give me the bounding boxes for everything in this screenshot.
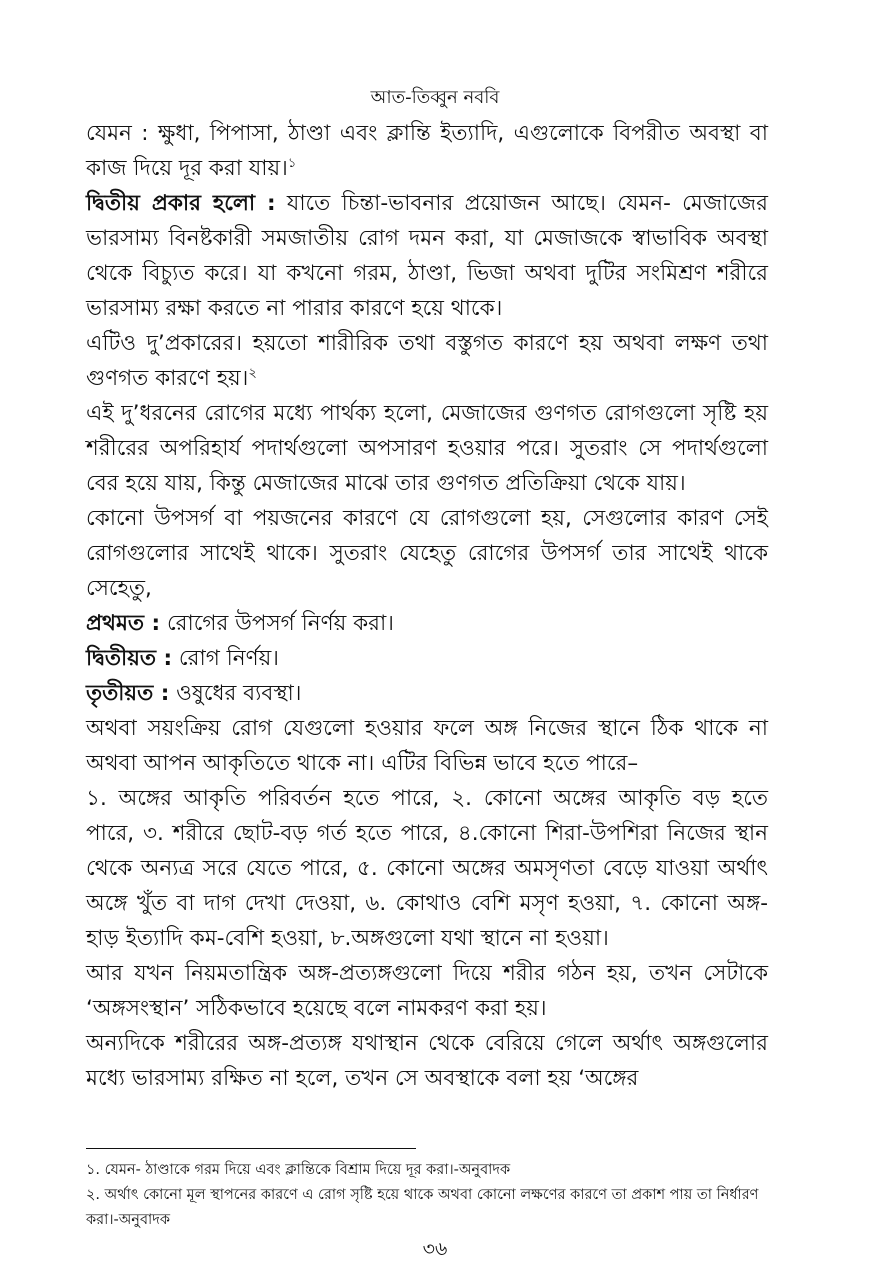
- paragraph-text: রোগের উপসর্গ নির্ণয় করা।: [160, 611, 394, 636]
- paragraph-text: ১. অঙ্গের আকৃতি পরিবর্তন হতে পারে, ২. কোনো অঙ্গের আকৃতি বড় হতে পারে, ৩. শরীরে ছোট-বড় গর্ত হতে পারে, ৪.কোনো শিরা-উপশিরা নিজের স্থান থেকে অন্যত্র সরে যেতে পারে, ৫. কোনো অঙ্গের অমসৃণতা বেড়ে যাওয়া অর্থাৎ অঙ্গে খুঁত বা দাগ দেখা দেওয়া, ৬. কোথাও বেশি মসৃণ হওয়া, ৭. কোনো অঙ্গ-হাড় ইত্যাদি কম-বেশি হওয়া, ৮.অঙ্গগুলো যথা স্থানে না হওয়া।: [86, 786, 768, 951]
- paragraph: [86, 956, 768, 1026]
- paragraph-text: এটিও দু’প্রকারের। হয়তো শারীরিক তথা বস্তুগত কারণে হয় অথবা লক্ষণ তথা গুণগত কারণে হয়।: [86, 331, 768, 391]
- paragraph-text: অথবা সয়ংক্রিয় রোগ যেগুলো হওয়ার ফলে অঙ্গ নিজের স্থানে ঠিক থাকে না অথবা আপন আকৃতিতে থাকে না। এটির বিভিন্ন ভাবে হতে পারে–: [86, 716, 768, 776]
- paragraph: [86, 1026, 768, 1096]
- footnote: ২. অর্থাৎ কোনো মূল স্থাপনের কারণে এ রোগ সৃষ্টি হয়ে থাকে অথবা কোনো লক্ষণের কারণে তা প্রকাশ পায় তা নির্ধারণ করা।-অনুবাদক: [86, 1187, 759, 1228]
- paragraph-text: অন্যদিকে শরীরের অঙ্গ-প্রত্যঙ্গ যথাস্থান থেকে বেরিয়ে গেলে অর্থাৎ অঙ্গগুলোর মধ্যে ভারসাম্য রক্ষিত না হলে, তখন সে অবস্থাকে বলা হয় ‘অঙ্গের: [86, 1031, 768, 1091]
- paragraph-text: যাতে চিন্তা-ভাবনার প্রয়োজন আছে। যেমন- মেজাজের ভারসাম্য বিনষ্টকারী সমজাতীয় রোগ দমন করা, যা মেজাজকে স্বাভাবিক অবস্থা থেকে বিচ্যুত করে। যা কখনো গরম, ঠাণ্ডা, ভিজা অথবা দুটির সংমিশ্রণ শরীরে ভারসাম্য রক্ষা করতে না পারার কারণে হয়ে থাকে।: [86, 191, 768, 321]
- page-number: ৩৬: [422, 1238, 448, 1260]
- paragraph: [86, 781, 768, 956]
- paragraph: [86, 116, 768, 186]
- paragraph: [86, 641, 768, 676]
- running-header: আত-তিব্বুন নববি: [370, 87, 500, 108]
- paragraph: [86, 501, 768, 606]
- footnote-marker: ২: [248, 365, 257, 381]
- paragraph-text: আর যখন নিয়মতান্ত্রিক অঙ্গ-প্রত্যঙ্গগুলো দিয়ে শরীর গঠন হয়, তখন সেটাকে ‘অঙ্গসংস্থান’ সঠিকভাবে হয়েছে বলে নামকরণ করা হয়।: [86, 961, 768, 1021]
- paragraph-lead: তৃতীয়ত :: [86, 681, 170, 706]
- paragraph-text: যেমন : ক্ষুধা, পিপাসা, ঠাণ্ডা এবং ক্লান্তি ইত্যাদি, এগুলোকে বিপরীত অবস্থা বা কাজ দিয়ে দূর করা যায়।: [86, 121, 768, 181]
- paragraph-text: কোনো উপসর্গ বা পয়জনের কারণে যে রোগগুলো হয়, সেগুলোর কারণ সেই রোগগুলোর সাথেই থাকে। সুতরাং যেহেতু রোগের উপসর্গ তার সাথেই থাকে সেহেতু,: [86, 506, 768, 601]
- paragraph-lead: প্রথমত :: [86, 611, 161, 636]
- paragraph: [86, 186, 768, 326]
- footnote-marker: ১: [287, 155, 297, 171]
- paragraph-text: ওষুধের ব্যবস্থা।: [169, 681, 302, 706]
- paragraph: [86, 711, 768, 781]
- paragraph-text: এই দু’ধরনের রোগের মধ্যে পার্থক্য হলো, মেজাজের গুণগত রোগগুলো সৃষ্টি হয় শরীরের অপরিহার্য পদার্থগুলো অপসারণ হওয়ার পরে। সুতরাং সে পদার্থগুলো বের হয়ে যায়, কিন্তু মেজাজের মাঝে তার গুণগত প্রতিক্রিয়া থেকে যায়।: [86, 401, 768, 496]
- footnote-divider: [86, 1148, 416, 1149]
- paragraph: [86, 606, 768, 641]
- paragraph-lead: দ্বিতীয় প্রকার হলো :: [86, 191, 276, 216]
- paragraph-lead: দ্বিতীয়ত :: [86, 646, 173, 671]
- footnote: ১. যেমন- ঠাণ্ডাকে গরম দিয়ে এবং ক্লান্তিকে বিশ্রাম দিয়ে দূর করা।-অনুবাদক: [86, 1162, 511, 1178]
- footnotes: [86, 1158, 768, 1233]
- body-text: [86, 116, 768, 1096]
- paragraph: [86, 676, 768, 711]
- paragraph-text: রোগ নির্ণয়।: [172, 646, 279, 671]
- paragraph: [86, 396, 768, 501]
- paragraph: [86, 326, 768, 396]
